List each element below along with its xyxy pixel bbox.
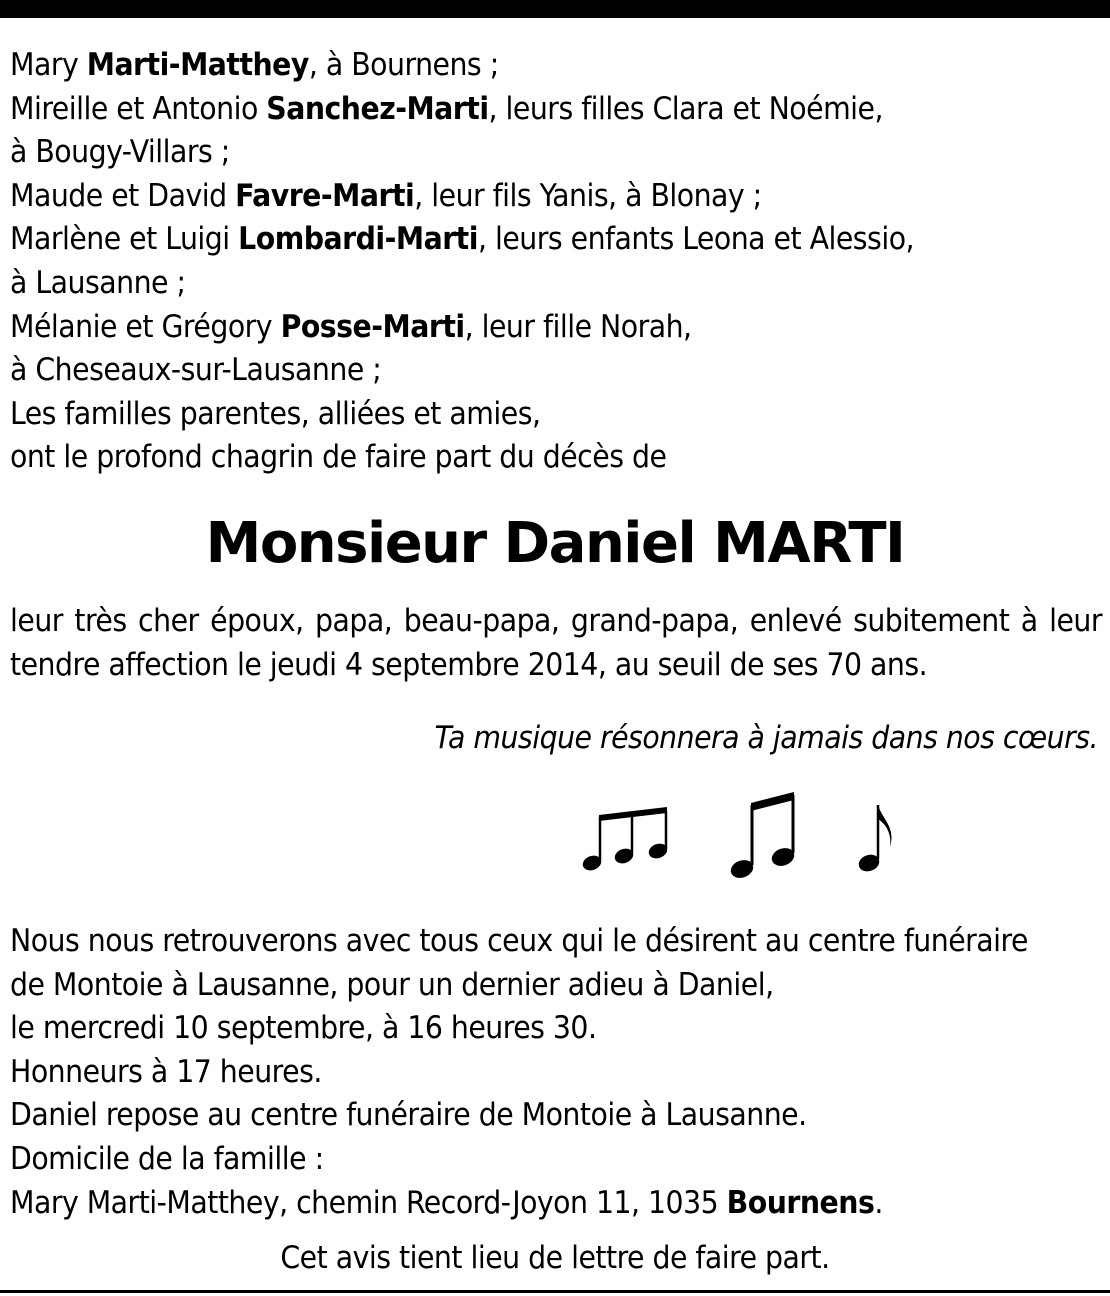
family-line: ont le profond chagrin de faire part du décès de xyxy=(10,439,667,476)
ceremony-line: Domicile de la famille : xyxy=(10,1140,324,1177)
top-border-rule xyxy=(0,0,1110,18)
family-address: Mary Marti-Matthey, chemin Record-Joyon 11, 1035 Bournens. xyxy=(10,1184,883,1221)
family-line: Mary Marti-Matthey, à Bournens ; xyxy=(10,47,499,83)
beamed-triplet-icon xyxy=(581,807,668,872)
family-surname: Posse-Marti xyxy=(280,308,465,345)
deceased-name: Monsieur Daniel MARTI xyxy=(205,511,905,576)
family-surname: Favre-Marti xyxy=(235,177,415,214)
family-line: à Lausanne ; xyxy=(10,264,186,301)
family-list xyxy=(10,44,1102,480)
family-line: Marlène et Luigi Lombardi-Marti, leurs enfants Leona et Alessio, xyxy=(10,221,915,258)
family-line: à Bougy-Villars ; xyxy=(10,134,230,171)
family-surname: Marti-Matthey xyxy=(86,47,309,83)
ceremony-line: Daniel repose au centre funéraire de Montoie à Lausanne. xyxy=(10,1097,807,1134)
closing-note: Cet avis tient lieu de lettre de faire part. xyxy=(280,1240,830,1276)
memorial-quote: Ta musique résonnera à jamais dans nos cœurs. xyxy=(434,720,1098,756)
family-line: Mélanie et Grégory Posse-Marti, leur fille Norah, xyxy=(10,308,692,345)
family-surname: Sanchez-Marti xyxy=(266,90,489,127)
eighth-note-icon xyxy=(857,805,891,873)
ceremony-line: Nous nous retrouverons avec tous ceux qui le désirent au centre funéraire xyxy=(10,923,1028,959)
address-town: Bournens xyxy=(726,1184,875,1221)
family-line: Maude et David Favre-Marti, leur fils Yanis, à Blonay ; xyxy=(10,177,762,214)
family-line: à Cheseaux-sur-Lausanne ; xyxy=(10,352,382,389)
ceremony-line: Honneurs à 17 heures. xyxy=(10,1053,322,1090)
family-line: Mireille et Antonio Sanchez-Marti, leurs filles Clara et Noémie, xyxy=(10,90,883,127)
ceremony-line: de Montoie à Lausanne, pour un dernier adieu à Daniel, xyxy=(10,966,774,1003)
family-line: Les familles parentes, alliées et amies, xyxy=(10,395,541,432)
ceremony-details xyxy=(10,920,1102,1225)
bottom-border-rule xyxy=(0,1290,1110,1293)
family-surname: Lombardi-Marti xyxy=(238,221,478,258)
description-paragraph: leur très cher époux, papa, beau-papa, grand-papa, enlevé subitement à leur tendre affection le jeudi 4 septembre 2014, au seuil de ses 70 ans. xyxy=(10,603,1102,683)
beamed-pair-icon xyxy=(729,792,796,880)
ceremony-line: le mercredi 10 septembre, à 16 heures 30. xyxy=(10,1010,597,1047)
music-notes-icon xyxy=(570,785,930,885)
